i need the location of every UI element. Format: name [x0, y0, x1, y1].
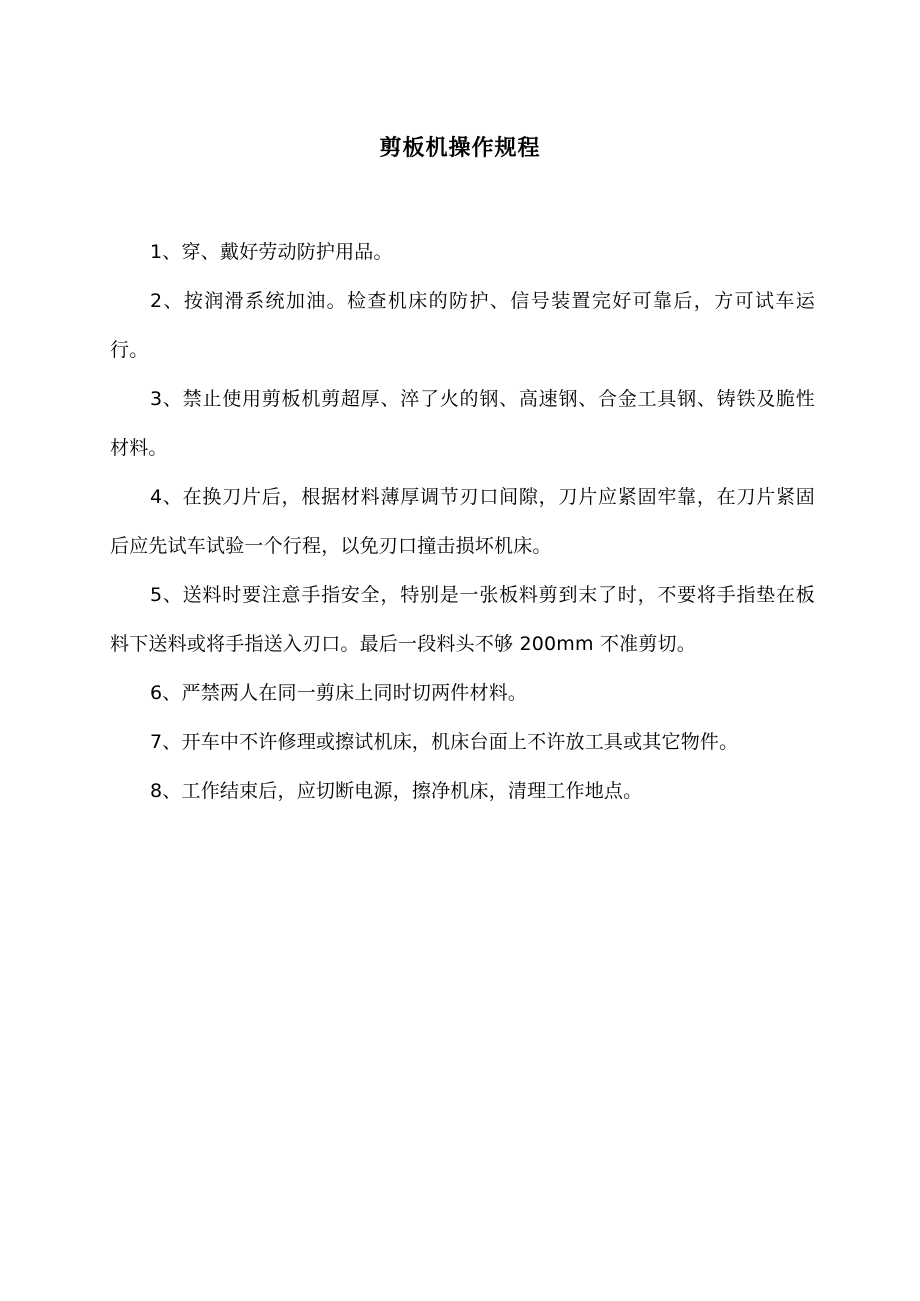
document-title: 剪板机操作规程 — [379, 136, 541, 161]
rule-item-8 — [110, 767, 815, 816]
rule-text: 8、工作结束后，应切断电源，擦净机床，清理工作地点。 — [150, 780, 643, 802]
rule-item-5 — [110, 571, 815, 669]
rule-item-3 — [110, 375, 815, 473]
rule-item-7 — [110, 718, 815, 767]
rule-text: 5、送料时要注意手指安全，特别是一张板料剪到末了时，不要将手指垫在板料下送料或将手指送入刃口。最后一段料头不够 200mm 不准剪切。 — [110, 584, 815, 655]
rule-text: 7、开车中不许修理或擦试机床，机床台面上不许放工具或其它物件。 — [150, 731, 739, 753]
rule-text: 6、严禁两人在同一剪床上同时切两件材料。 — [150, 682, 528, 704]
rule-text: 3、禁止使用剪板机剪超厚、淬了火的钢、高速钢、合金工具钢、铸铁及脆性材料。 — [110, 388, 815, 459]
rule-item-4 — [110, 473, 815, 571]
rules-list — [110, 228, 815, 816]
rule-item-1 — [110, 228, 815, 277]
rule-text: 2、按润滑系统加油。检查机床的防护、信号装置完好可靠后，方可试车运行。 — [110, 290, 815, 361]
rule-item-6 — [110, 669, 815, 718]
rule-item-2 — [110, 277, 815, 375]
rule-text: 1、穿、戴好劳动防护用品。 — [150, 241, 393, 263]
rule-text: 4、在换刀片后，根据材料薄厚调节刃口间隙，刀片应紧固牢靠，在刀片紧固后应先试车试验一个行程，以免刃口撞击损坏机床。 — [110, 486, 815, 557]
